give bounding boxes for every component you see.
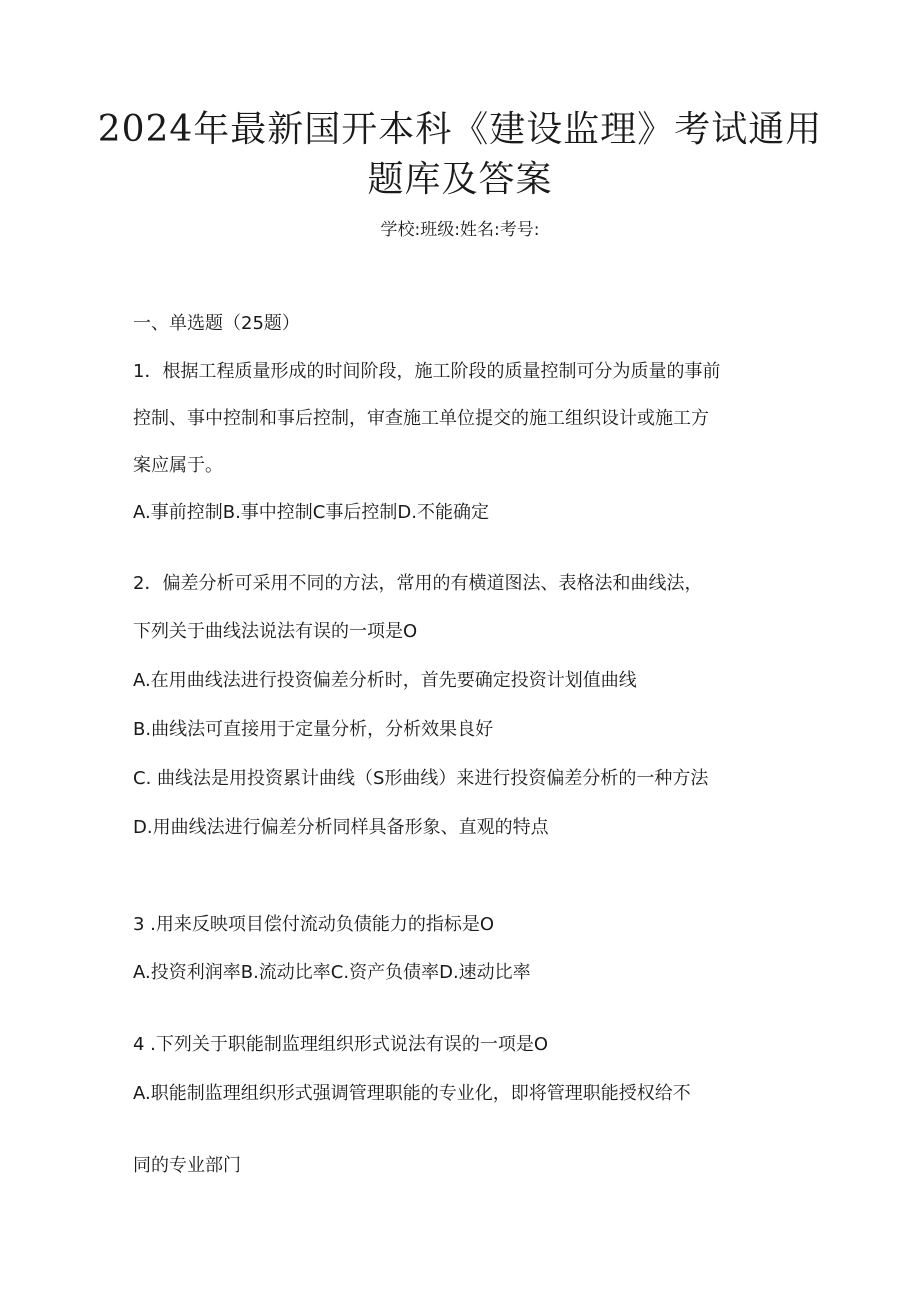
question-1-line-3: 案应属于。 [133,455,223,476]
student-info-line: 学校:班级:姓名:考号: [380,220,540,240]
question-2-line-1: 2．偏差分析可采用不同的方法，常用的有横道图法、表格法和曲线法， [133,573,703,594]
question-2-option-c: C. 曲线法是用投资累计曲线（S形曲线）来进行投资偏差分析的一种方法 [133,768,709,789]
question-2-option-a: A.在用曲线法进行投资偏差分析时，首先要确定投资计划值曲线 [133,670,637,691]
question-1-line-2: 控制、事中控制和事后控制，审查施工单位提交的施工组织设计或施工方 [133,408,709,429]
question-3-options: A.投资利润率B.流动比率C.资产负债率D.速动比率 [133,962,531,983]
question-1-line-1: 1．根据工程质量形成的时间阶段，施工阶段的质量控制可分为质量的事前 [133,361,721,382]
question-2-line-2: 下列关于曲线法说法有误的一项是O [133,621,418,642]
question-4-option-a-line-2: 同的专业部门 [133,1155,241,1176]
question-4-option-a-line-1: A.职能制监理组织形式强调管理职能的专业化，即将管理职能授权给不 [133,1083,691,1104]
question-4-line-1: 4 .下列关于职能制监理组织形式说法有误的一项是O [133,1034,549,1055]
document-title-line-2: 题库及答案 [367,159,553,200]
question-3-line-1: 3 .用来反映项目偿付流动负债能力的指标是O [133,914,495,935]
section-heading: 一、单选题（25题） [133,313,300,334]
question-2-option-b: B.曲线法可直接用于定量分析，分析效果良好 [133,719,494,740]
document-title-line-1: 2024年最新国开本科《建设监理》考试通用 [97,109,823,150]
question-2-option-d: D.用曲线法进行偏差分析同样具备形象、直观的特点 [133,817,549,838]
question-1-options: A.事前控制B.事中控制C事后控制D.不能确定 [133,502,489,523]
